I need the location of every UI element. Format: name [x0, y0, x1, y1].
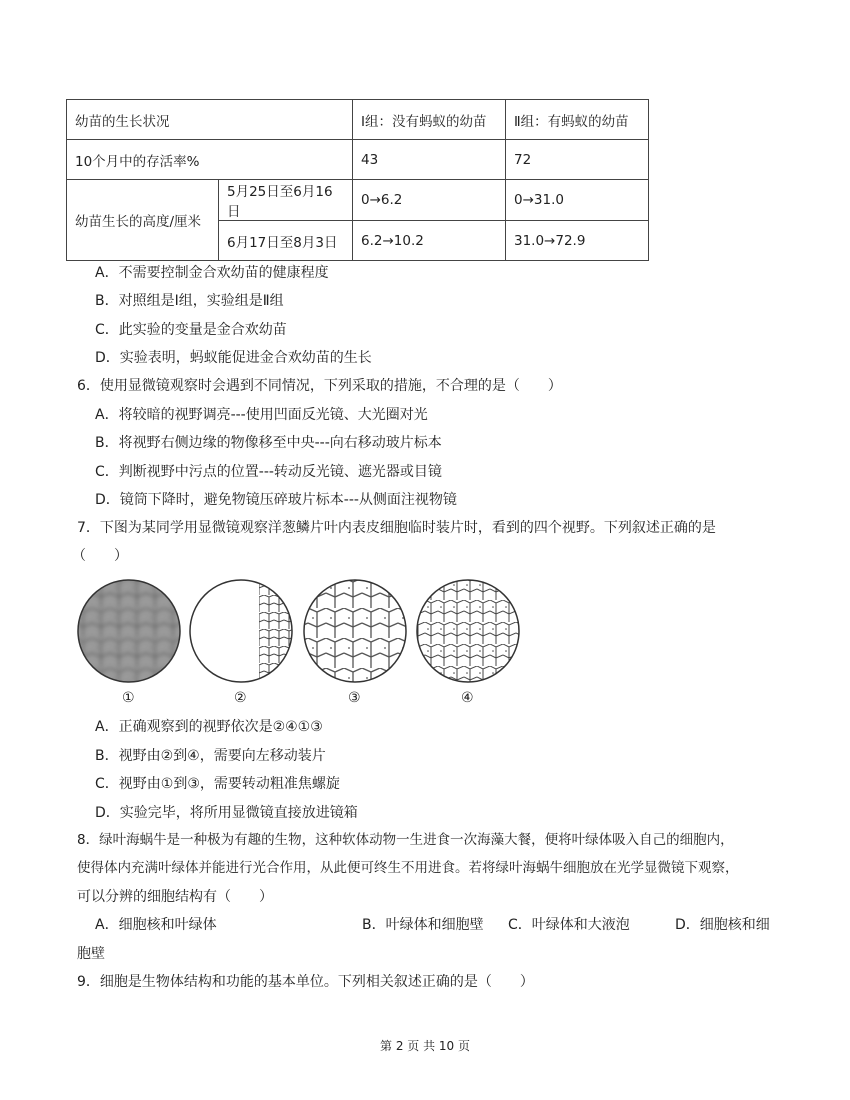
question-stem-cont: （ ） — [72, 548, 128, 564]
question-stem-cont: 可以分辨的细胞结构有（ ） — [77, 889, 273, 905]
option-c: C．叶绿体和大液泡 — [508, 917, 630, 933]
option-d: D．实验完毕，将所用显微镜直接放进镜箱 — [95, 805, 358, 821]
option-b: B．将视野右侧边缘的物像移至中央---向右移动玻片标本 — [95, 435, 442, 451]
view-4-small-cells — [414, 578, 524, 688]
table-header-cell: 幼苗的生长状况 — [67, 100, 353, 140]
option-b: B．对照组是Ⅰ组，实验组是Ⅱ组 — [95, 293, 284, 309]
view-label: ④ — [461, 690, 474, 706]
option-d: D．镜筒下降时，避免物镜压碎玻片标本---从侧面注视物镜 — [95, 492, 457, 508]
table-row — [67, 180, 649, 221]
table-header-cell: Ⅰ组：没有蚂蚁的幼苗 — [353, 100, 506, 140]
table-cell: 5月25日至6月16日 — [219, 180, 353, 221]
table-cell: 幼苗生长的高度/厘米 — [67, 180, 219, 261]
table-cell: 6.2→10.2 — [353, 221, 506, 261]
option-a: A．细胞核和叶绿体 — [95, 917, 217, 933]
microscope-views-figure — [74, 578, 524, 688]
question-stem-cont: 使得体内充满叶绿体并能进行光合作用，从此便可终生不用进食。若将绿叶海蜗牛细胞放在光学显微镜下观察， — [77, 860, 739, 876]
option-d: D．细胞核和细 — [675, 917, 770, 933]
option-b: B．视野由②到④，需要向左移动装片 — [95, 748, 326, 764]
table-cell: 6月17日至8月3日 — [219, 221, 353, 261]
table-cell: 10个月中的存活率% — [67, 140, 353, 180]
table-cell: 31.0→72.9 — [506, 221, 649, 261]
option-a: A．将较暗的视野调亮---使用凹面反光镜、大光圈对光 — [95, 407, 428, 423]
option-a: A．不需要控制金合欢幼苗的健康程度 — [95, 265, 329, 281]
view-1-blurry — [74, 578, 184, 688]
table-header-cell: Ⅱ组：有蚂蚁的幼苗 — [506, 100, 649, 140]
table-row — [67, 100, 649, 140]
option-d-cont: 胞壁 — [77, 946, 105, 962]
question-stem: 7．下图为某同学用显微镜观察洋葱鳞片叶内表皮细胞临时装片时，看到的四个视野。下列叙述正确的是 — [77, 520, 716, 536]
view-label: ② — [234, 690, 247, 706]
table-cell: 0→31.0 — [506, 180, 649, 221]
option-d: D．实验表明，蚂蚁能促进金合欢幼苗的生长 — [95, 350, 372, 366]
question-stem: 6．使用显微镜观察时会遇到不同情况，下列采取的措施，不合理的是（ ） — [77, 378, 562, 394]
option-c: C．判断视野中污点的位置---转动反光镜、遮光器或目镜 — [95, 464, 442, 480]
option-c: C．此实验的变量是金合欢幼苗 — [95, 322, 287, 338]
view-3-large-cells — [299, 578, 419, 688]
question-stem: 8．绿叶海蜗牛是一种极为有趣的生物，这种软体动物一生进食一次海藻大餐，便将叶绿体吸入自己的细胞内， — [77, 832, 734, 848]
view-label: ③ — [348, 690, 361, 706]
option-c: C．视野由①到③，需要转动粗准焦螺旋 — [95, 776, 340, 792]
view-2-edge — [190, 578, 299, 688]
option-b: B．叶绿体和细胞壁 — [362, 917, 484, 933]
option-a: A．正确观察到的视野依次是②④①③ — [95, 719, 323, 735]
question-stem: 9．细胞是生物体结构和功能的基本单位。下列相关叙述正确的是（ ） — [77, 974, 534, 990]
table-row — [67, 140, 649, 180]
page-footer: 第 2 页 共 10 页 — [380, 1039, 470, 1053]
view-label: ① — [122, 690, 135, 706]
table-cell: 72 — [506, 140, 649, 180]
experiment-table — [66, 99, 649, 261]
table-cell: 0→6.2 — [353, 180, 506, 221]
table-cell: 43 — [353, 140, 506, 180]
